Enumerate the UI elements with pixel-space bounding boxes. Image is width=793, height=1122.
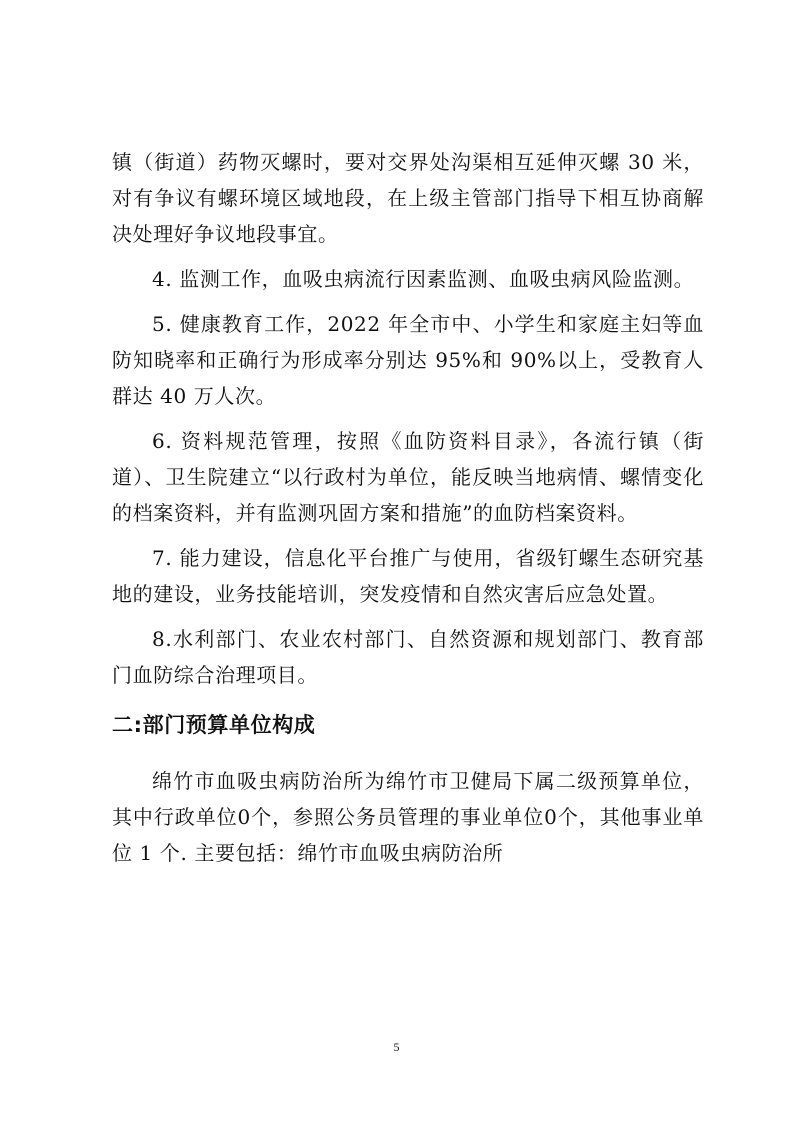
- paragraph-item-5: 5. 健康教育工作，2022 年全市中、小学生和家庭主妇等血防知晓率和正确行为形成率分别达 95%和 90%以上，受教育人群达 40 万人次。: [112, 312, 704, 408]
- page-number: 5: [393, 1040, 400, 1054]
- document-body: [112, 144, 704, 880]
- paragraph-item-4: 4. 监测工作，血吸虫病流行因素监测、血吸虫病风险监测。: [152, 267, 695, 291]
- paragraph-item-7: 7. 能力建设，信息化平台推广与使用，省级钉螺生态研究基地的建设，业务技能培训，突发疫情和自然灾害后应急处置。: [112, 546, 704, 606]
- section-paragraph: 绵竹市血吸虫病防治所为绵竹市卫健局下属二级预算单位，其中行政单位0个，参照公务员管理的事业单位0个，其他事业单位 1 个. 主要包括：绵竹市血吸虫病防治所: [112, 769, 704, 865]
- paragraph-item-8: 8.水利部门、农业农村部门、自然资源和规划部门、教育部门血防综合治理项目。: [112, 627, 704, 687]
- paragraph-item-6: 6. 资料规范管理，按照《血防资料目录》，各流行镇（街道）、卫生院建立“以行政村为单位，能反映当地病情、螺情变化的档案资料，并有监测巩固方案和措施”的血防档案资料。: [112, 429, 704, 525]
- section-heading: 二:部门预算单位构成: [112, 713, 316, 737]
- paragraph-continuation: 镇（街道）药物灭螺时，要对交界处沟渠相互延伸灭螺 30 米，对有争议有螺环境区域地段，在上级主管部门指导下相互协商解决处理好争议地段事宜。: [112, 150, 704, 246]
